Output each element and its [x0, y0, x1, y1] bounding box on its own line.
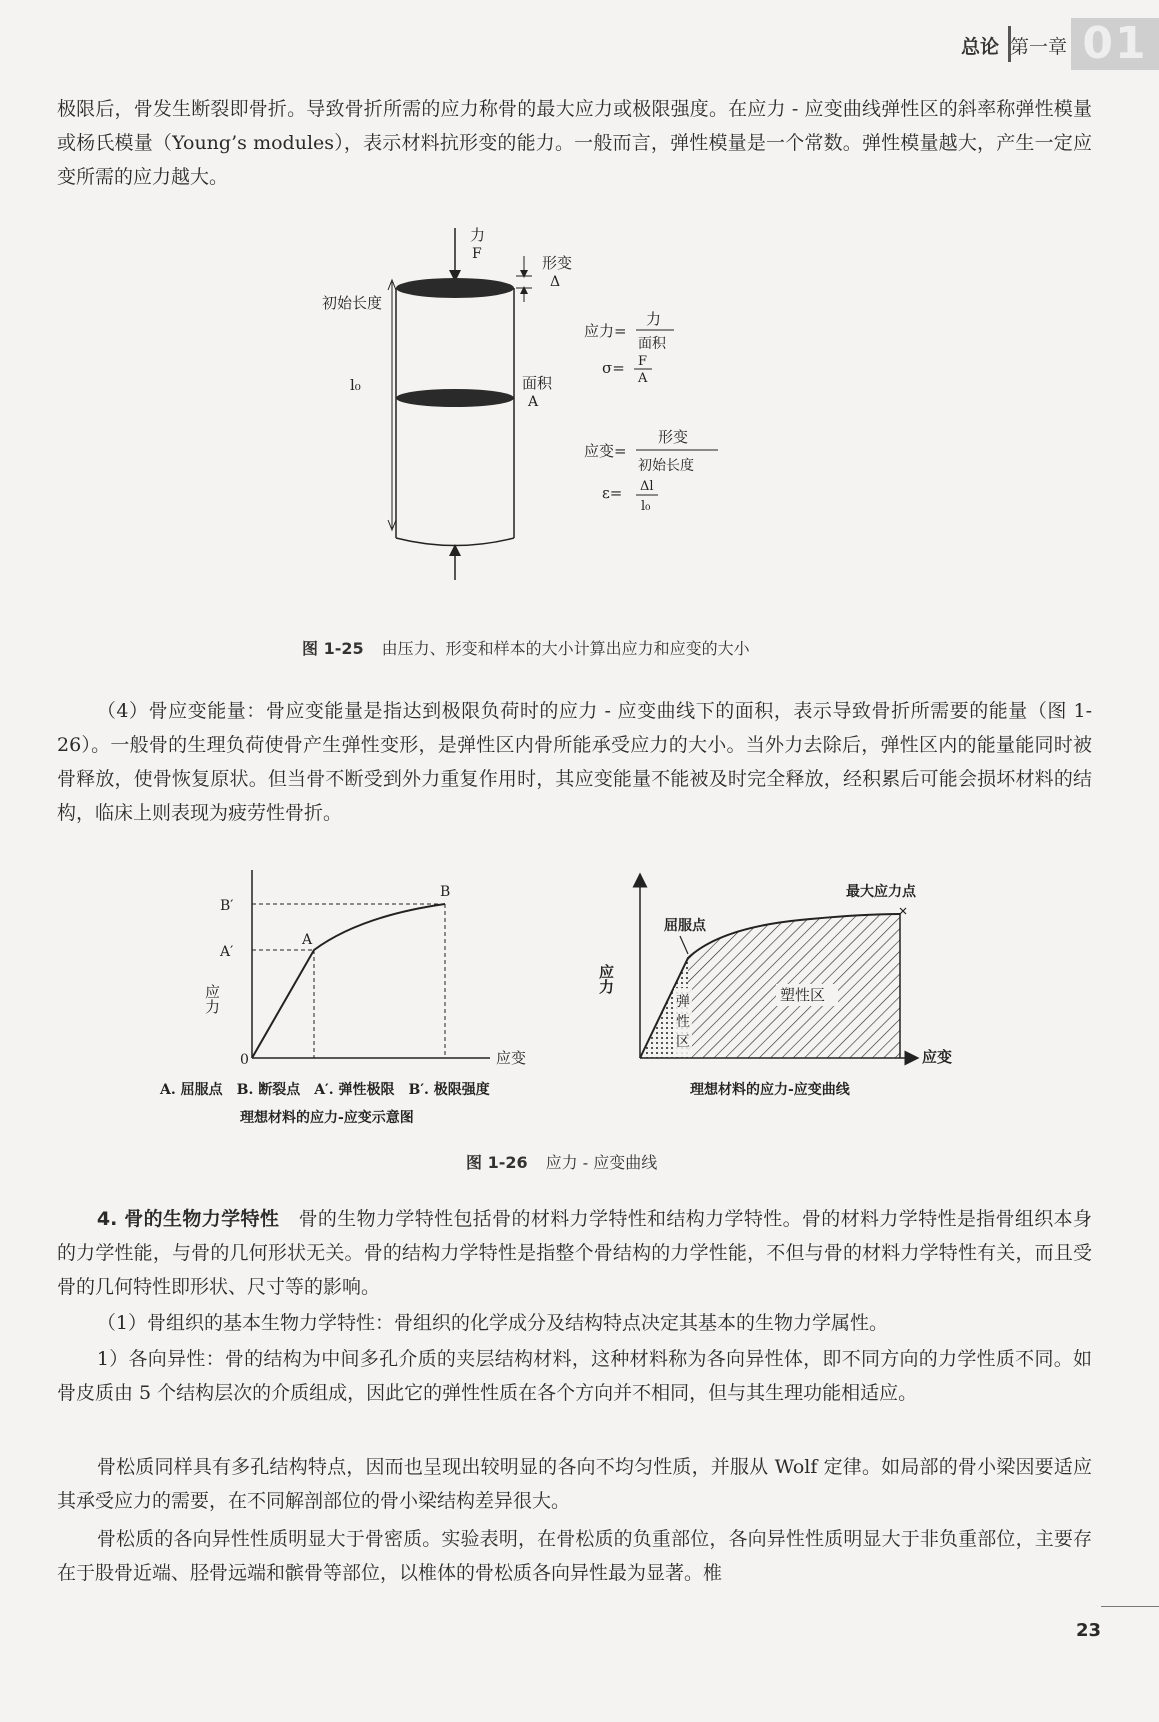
section-heading-4: 4. 骨的生物力学特性	[96, 1208, 280, 1230]
left-chart-title: 理想材料的应力-应变示意图	[240, 1110, 414, 1126]
initial-length-label: 初始长度	[322, 294, 383, 312]
paragraph-basic-properties: （1）骨组织的基本生物力学特性：骨组织的化学成分及结构特点决定其基本的生物力学属性。	[96, 1312, 888, 1334]
epsilon-formula-num: Δl	[640, 479, 654, 494]
header-section: 总论	[960, 36, 999, 58]
force-symbol: F	[472, 246, 482, 262]
page-number: 23	[1075, 1620, 1101, 1641]
paragraph-strain-energy: （4）骨应变能量：骨应变能量是指达到极限负荷时的应力 - 应变曲线下的面积，表示导致骨折所需要的能量（图 1-26）。一般骨的生理负荷使骨产生弹性变形，是弹性区内骨所能承受应力的大小。当外力去除后，弹性区内的能量能同时被骨释放，使骨恢复原状。但当骨不断受到外力重复作用时，其应变能量不能被及时完全释放，经积累后可能会损坏材料的结构，临床上则表现为疲劳性骨折。	[57, 700, 1092, 824]
footer-rule	[1101, 1606, 1159, 1607]
deformation-symbol: Δ	[550, 274, 561, 290]
sigma-formula-lhs: σ=	[602, 359, 625, 377]
elastic-region-label-3: 区	[676, 1034, 690, 1050]
point-a-label: A	[302, 932, 313, 948]
strain-formula-lhs: 应变=	[584, 442, 627, 460]
paragraph-cancellous-bone: 骨松质同样具有多孔结构特点，因而也呈现出较明显的各向不均匀性质，并服从 Wolf 定律。如局部的骨小梁因要适应其承受应力的需要，在不同解剖部位的骨小梁结构差异很大。	[57, 1456, 1092, 1512]
point-a-prime-label: A′	[220, 944, 234, 960]
strain-formula-den: 初始长度	[638, 458, 694, 474]
area-symbol: A	[528, 394, 539, 410]
figure-1-25	[300, 228, 820, 620]
right-x-axis-label: 应变	[922, 1048, 953, 1066]
figure-1-26-label: 图 1-26	[466, 1153, 528, 1172]
running-header	[859, 18, 1159, 70]
epsilon-formula-lhs: ε=	[602, 484, 623, 502]
left-chart-legend: A. 屈服点 B. 断裂点 A′. 弹性极限 B′. 极限强度	[160, 1082, 490, 1098]
paragraph-elastic-modulus: 极限后，骨发生断裂即骨折。导致骨折所需的应力称骨的最大应力或极限强度。在应力 - 应变曲线弹性区的斜率称弹性模量或杨氏模量（Young’s modules），表示材料抗形变的能力。一般而言，弹性模量是一个常数。弹性模量越大，产生一定应变所需的应力越大。	[57, 98, 1092, 188]
elastic-region-label-1: 弹	[676, 994, 690, 1010]
sigma-formula-num: F	[638, 354, 648, 369]
paragraph-bone-biomechanics-body: 骨的生物力学特性包括骨的材料力学特性和结构力学特性。骨的材料力学特性是指骨组织本身的力学性能，与骨的几何形状无关。骨的结构力学特性是指整个骨结构的力学性能，不但与骨的材料力学特性有关，而且受骨的几何特性即形状、尺寸等的影响。	[57, 1208, 1092, 1298]
right-y-axis-label: 应力	[597, 964, 615, 994]
left-stress-strain-curve	[252, 904, 445, 1058]
elastic-region-label-2: 性	[676, 1014, 690, 1030]
figure-1-26-right-chart	[597, 866, 1020, 1106]
paragraph-bone-biomechanics	[57, 1202, 1092, 1304]
figure-1-26-caption-text: 应力 - 应变曲线	[545, 1153, 658, 1172]
figure-1-25-caption-text: 由压力、形变和样本的大小计算出应力和应变的大小	[381, 639, 750, 658]
paragraph-anisotropy-comparison: 骨松质的各向异性性质明显大于骨密质。实验表明，在骨松质的负重部位，各向异性性质明显大于非负重部位，主要存在于股骨近端、胫骨远端和髌骨等部位，以椎体的骨松质各向异性最为显著。椎	[57, 1528, 1092, 1584]
header-chapter: 第一章	[1009, 36, 1067, 58]
left-y-axis-label: 应力	[203, 984, 221, 1014]
point-b-prime-label: B′	[220, 898, 234, 914]
figure-1-25-label: 图 1-25	[302, 639, 364, 658]
l0-label: l₀	[350, 376, 361, 394]
paragraph-anisotropy: 1）各向异性：骨的结构为中间多孔介质的夹层结构材料，这种材料称为各向异性体，即不同方向的力学性质不同。如骨皮质由 5 个结构层次的介质组成，因此它的弹性性质在各个方向并不相同，但与其生理功能相适应。	[57, 1348, 1092, 1404]
epsilon-formula-den: l₀	[641, 499, 651, 514]
figure-1-26-left-chart	[150, 866, 570, 1136]
area-label: 面积	[522, 374, 553, 392]
cylinder-top-face	[396, 278, 514, 298]
stress-formula-den: 面积	[638, 336, 666, 352]
deformation-label: 形变	[542, 254, 573, 272]
left-origin-label: 0	[240, 1052, 249, 1068]
stress-formula-num: 力	[646, 310, 662, 328]
point-b-label: B	[440, 884, 451, 900]
chapter-number-badge: 01	[1071, 18, 1159, 70]
figure-1-25-caption	[302, 636, 750, 659]
figure-1-26-caption	[466, 1150, 657, 1173]
right-chart-title: 理想材料的应力-应变曲线	[690, 1082, 850, 1098]
sigma-formula-den: A	[638, 371, 648, 386]
force-label: 力	[470, 226, 486, 244]
max-stress-point-label: 最大应力点	[846, 884, 916, 900]
plastic-region-label: 塑性区	[780, 986, 826, 1004]
cylinder-bottom-edge	[396, 538, 514, 546]
yield-point-label: 屈服点	[664, 918, 706, 934]
stress-formula-lhs: 应力=	[584, 322, 627, 340]
cylinder-cross-section	[396, 389, 514, 407]
strain-formula-num: 形变	[658, 428, 689, 446]
left-x-axis-label: 应变	[496, 1049, 527, 1067]
